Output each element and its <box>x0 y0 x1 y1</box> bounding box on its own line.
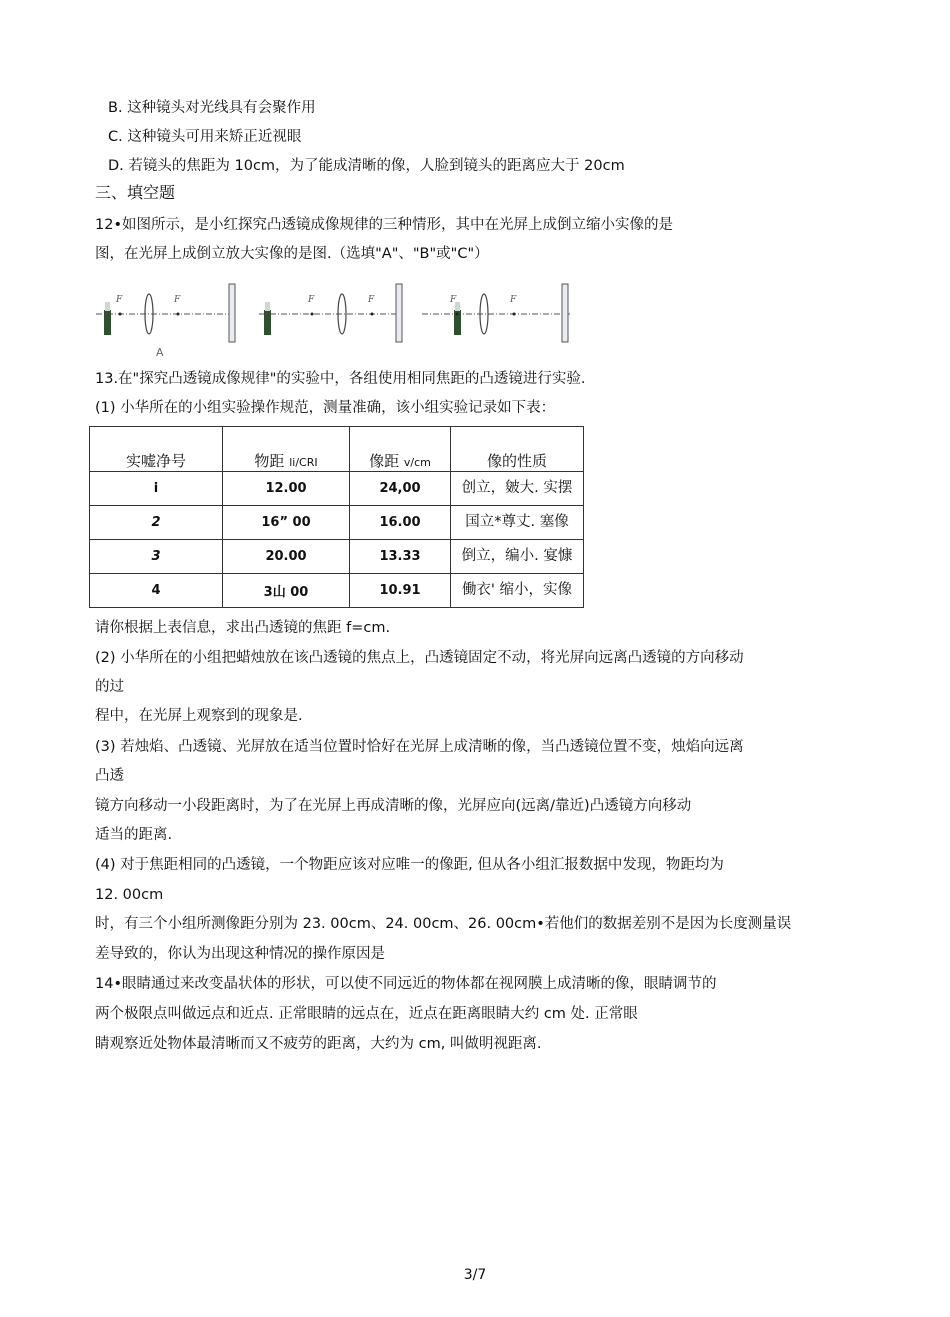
table-cell: i <box>90 472 223 506</box>
option-b: B. 这种镜头对光线具有会聚作用 <box>108 100 316 116</box>
q13-part4-line2: 12. 00cm <box>95 887 164 903</box>
q13-part2-line2: 的过 <box>95 679 124 695</box>
table-cell: 10.91 <box>350 574 451 608</box>
table-header-cell: 实嘘净号 <box>90 427 223 472</box>
table-cell: 4 <box>90 574 223 608</box>
focus-label: F <box>116 295 123 305</box>
q13-part1: (1) 小华所在的小组实验操作规范，测量准确，该小组实验记录如下表： <box>95 400 556 416</box>
q13-part3-line4: 适当的距离. <box>95 827 173 843</box>
q13-part4-line3: 时，有三个小组所测像距分别为 23. 00cm、24. 00cm、26. 00cm•若他们的数据差别不是因为长度测量误 <box>95 916 792 932</box>
table-header-cell: 像距 v/cm <box>350 427 451 472</box>
q13-intro: 13.在"探究凸透镜成像规律"的实验中，各组使用相同焦距的凸透镜进行实验. <box>95 371 586 387</box>
table-cell: 12.00 <box>223 472 350 506</box>
q13-part3-line1: (3) 若烛焰、凸透镜、光屏放在适当位置时恰好在光屏上成清晰的像，当凸透镜位置不变，烛焰向远离 <box>95 739 744 755</box>
q13-part2-line3: 程中，在光屏上观察到的现象是. <box>95 708 303 724</box>
option-c: C. 这种镜头可用来矫正近视眼 <box>108 129 302 145</box>
table-cell: 13.33 <box>350 540 451 574</box>
candle-icon <box>264 310 271 335</box>
option-d: D. 若镜头的焦距为 10cm，为了能成清晰的像，人脸到镜头的距离应大于 20cm <box>108 158 625 174</box>
q12-line1: 12•如图所示，是小红探究凸透镜成像规律的三种情形，其中在光屏上成倒立缩小实像的是 <box>95 217 673 233</box>
table-cell: 16.00 <box>350 506 451 540</box>
candle-icon <box>104 310 111 335</box>
setup-a <box>96 284 235 359</box>
section-title: 三、填空题 <box>95 183 176 202</box>
table-cell: 倒立，编小. 宴慷 <box>451 540 584 574</box>
focus-label: F <box>450 295 457 305</box>
table-cell: 2 <box>90 506 223 540</box>
table-row <box>90 540 584 574</box>
q14-line3: 睛观察近处物体最清晰而又不疲劳的距离，大约为 cm, 叫做明视距离. <box>95 1036 542 1052</box>
screen-icon <box>229 284 235 342</box>
lens-experiment-figure <box>94 280 594 362</box>
focus-label: F <box>308 295 315 305</box>
table-cell: 16” 00 <box>223 506 350 540</box>
q13-after-table: 请你根据上表信息，求出凸透镜的焦距 f=cm. <box>95 620 391 636</box>
q13-part4-line1: (4) 对于焦距相同的凸透镜，一个物距应该对应唯一的像距, 但从各小组汇报数据中发现，物距均为 <box>95 857 724 873</box>
setup-b <box>259 284 402 342</box>
q13-part2-line1: (2) 小华所在的小组把蜡烛放在该凸透镜的焦点上，凸透镜固定不动，将光屏向远离凸透镜的方向移动 <box>95 650 744 666</box>
table-cell: 20.00 <box>223 540 350 574</box>
experiment-table <box>89 426 584 608</box>
screen-icon <box>562 284 568 342</box>
table-cell: 创立，皴大. 实摆 <box>451 472 584 506</box>
figure-label-a: A <box>156 346 164 359</box>
table-row <box>90 506 584 540</box>
table-row <box>90 574 584 608</box>
q13-part4-line4: 差导致的，你认为出现这种情况的操作原因是 <box>95 946 385 962</box>
q13-part3-line2: 凸透 <box>95 768 124 784</box>
table-cell: 働衣' 缩小，实像 <box>451 574 584 608</box>
q14-line1: 14•眼睛通过来改变晶状体的形状，可以使不同远近的物体都在视网膜上成清晰的像，眼睛调节的 <box>95 976 717 992</box>
focus-label: F <box>174 295 181 305</box>
table-header-cell: 像的性质 <box>451 427 584 472</box>
focus-label: F <box>368 295 375 305</box>
table-cell: 国立*尊丈. 塞像 <box>451 506 584 540</box>
table-cell: 3 <box>90 540 223 574</box>
setup-c <box>422 284 570 342</box>
page-number: 3/7 <box>463 1267 487 1283</box>
q13-part3-line3: 镜方向移动一小段距离时，为了在光屏上再成清晰的像，光屏应向(远离/靠近)凸透镜方向移动 <box>95 798 692 814</box>
q14-line2: 两个极限点叫做远点和近点. 正常眼睛的远点在，近点在距离眼睛大约 cm 处. 正常眼 <box>95 1006 638 1022</box>
table-header-row <box>90 427 584 472</box>
screen-icon <box>396 284 402 342</box>
q12-line2: 图，在光屏上成倒立放大实像的是图.（选填"A"、"B"或"C"） <box>95 246 489 262</box>
table-cell: 3山 00 <box>223 574 350 608</box>
table-row <box>90 472 584 506</box>
table-cell: 24,00 <box>350 472 451 506</box>
focus-label: F <box>510 295 517 305</box>
table-header-cell: 物距 li/CRI <box>223 427 350 472</box>
